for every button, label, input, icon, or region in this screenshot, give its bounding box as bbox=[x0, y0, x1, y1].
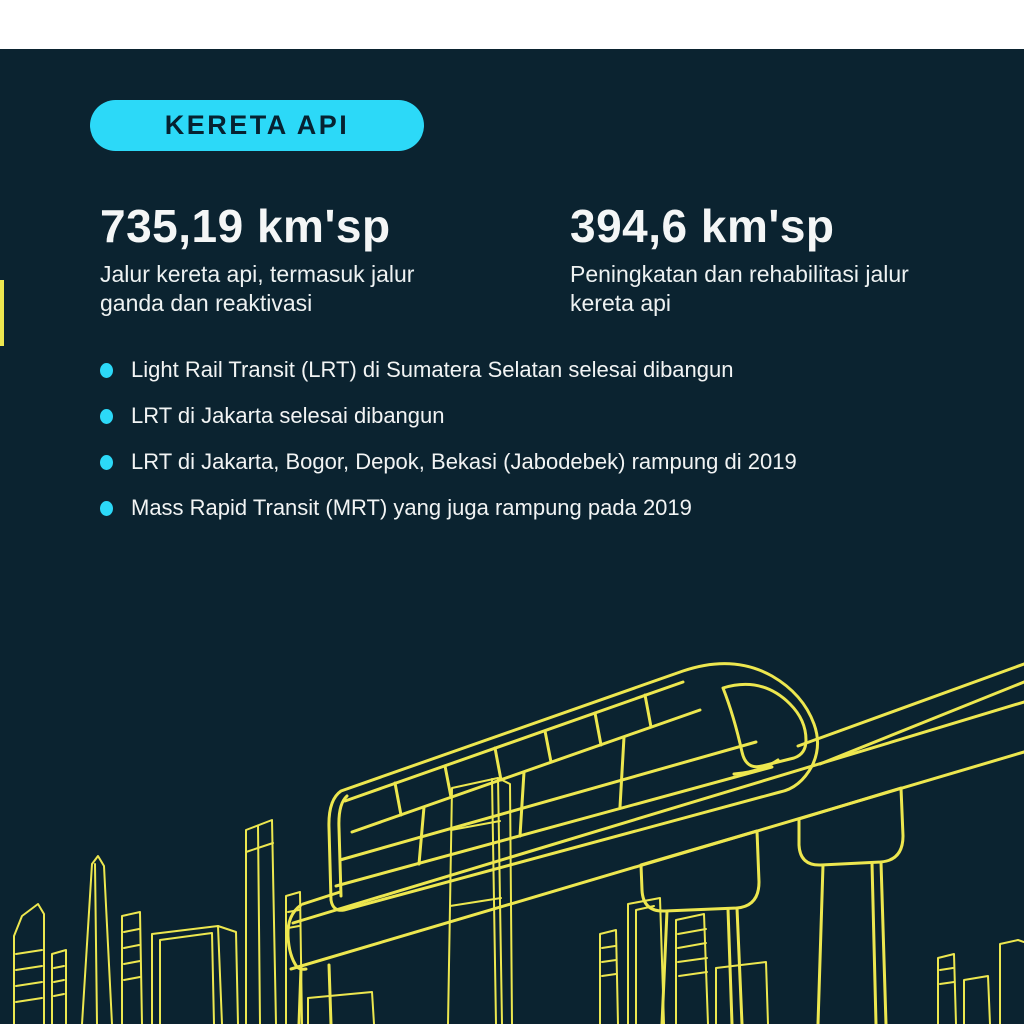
left-accent-strip bbox=[0, 280, 4, 346]
list-item-label: Mass Rapid Transit (MRT) yang juga rampung pada 2019 bbox=[131, 495, 692, 520]
city-skyline-left bbox=[14, 778, 512, 1024]
section-badge-label: KERETA API bbox=[164, 110, 350, 140]
monorail-city-illustration bbox=[0, 624, 1024, 1024]
bullet-dot-icon bbox=[100, 363, 113, 378]
list-item bbox=[100, 494, 980, 522]
top-white-strip bbox=[0, 0, 1024, 49]
achievement-list bbox=[100, 356, 980, 540]
stat-description: Peningkatan dan rehabilitasi jalur kereta api bbox=[570, 261, 909, 316]
list-item bbox=[100, 402, 980, 430]
bullet-dot-icon bbox=[100, 501, 113, 516]
list-item-label: LRT di Jakarta selesai dibangun bbox=[131, 403, 445, 428]
bullet-dot-icon bbox=[100, 455, 113, 470]
stat-rail-length bbox=[100, 198, 500, 318]
section-badge bbox=[90, 100, 424, 151]
stat-description: Jalur kereta api, termasuk jalur ganda dan reaktivasi bbox=[100, 261, 415, 316]
list-item-label: LRT di Jakarta, Bogor, Depok, Bekasi (Jabodebek) rampung di 2019 bbox=[131, 449, 797, 474]
bullet-dot-icon bbox=[100, 409, 113, 424]
list-item bbox=[100, 356, 980, 384]
stat-value: 735,19 km'sp bbox=[100, 200, 391, 252]
list-item bbox=[100, 448, 980, 476]
list-item-label: Light Rail Transit (LRT) di Sumatera Selatan selesai dibangun bbox=[131, 357, 734, 382]
stat-rehab-length bbox=[570, 198, 970, 318]
stat-value: 394,6 km'sp bbox=[570, 200, 835, 252]
monorail-city-illustration-svg bbox=[0, 624, 1024, 1024]
